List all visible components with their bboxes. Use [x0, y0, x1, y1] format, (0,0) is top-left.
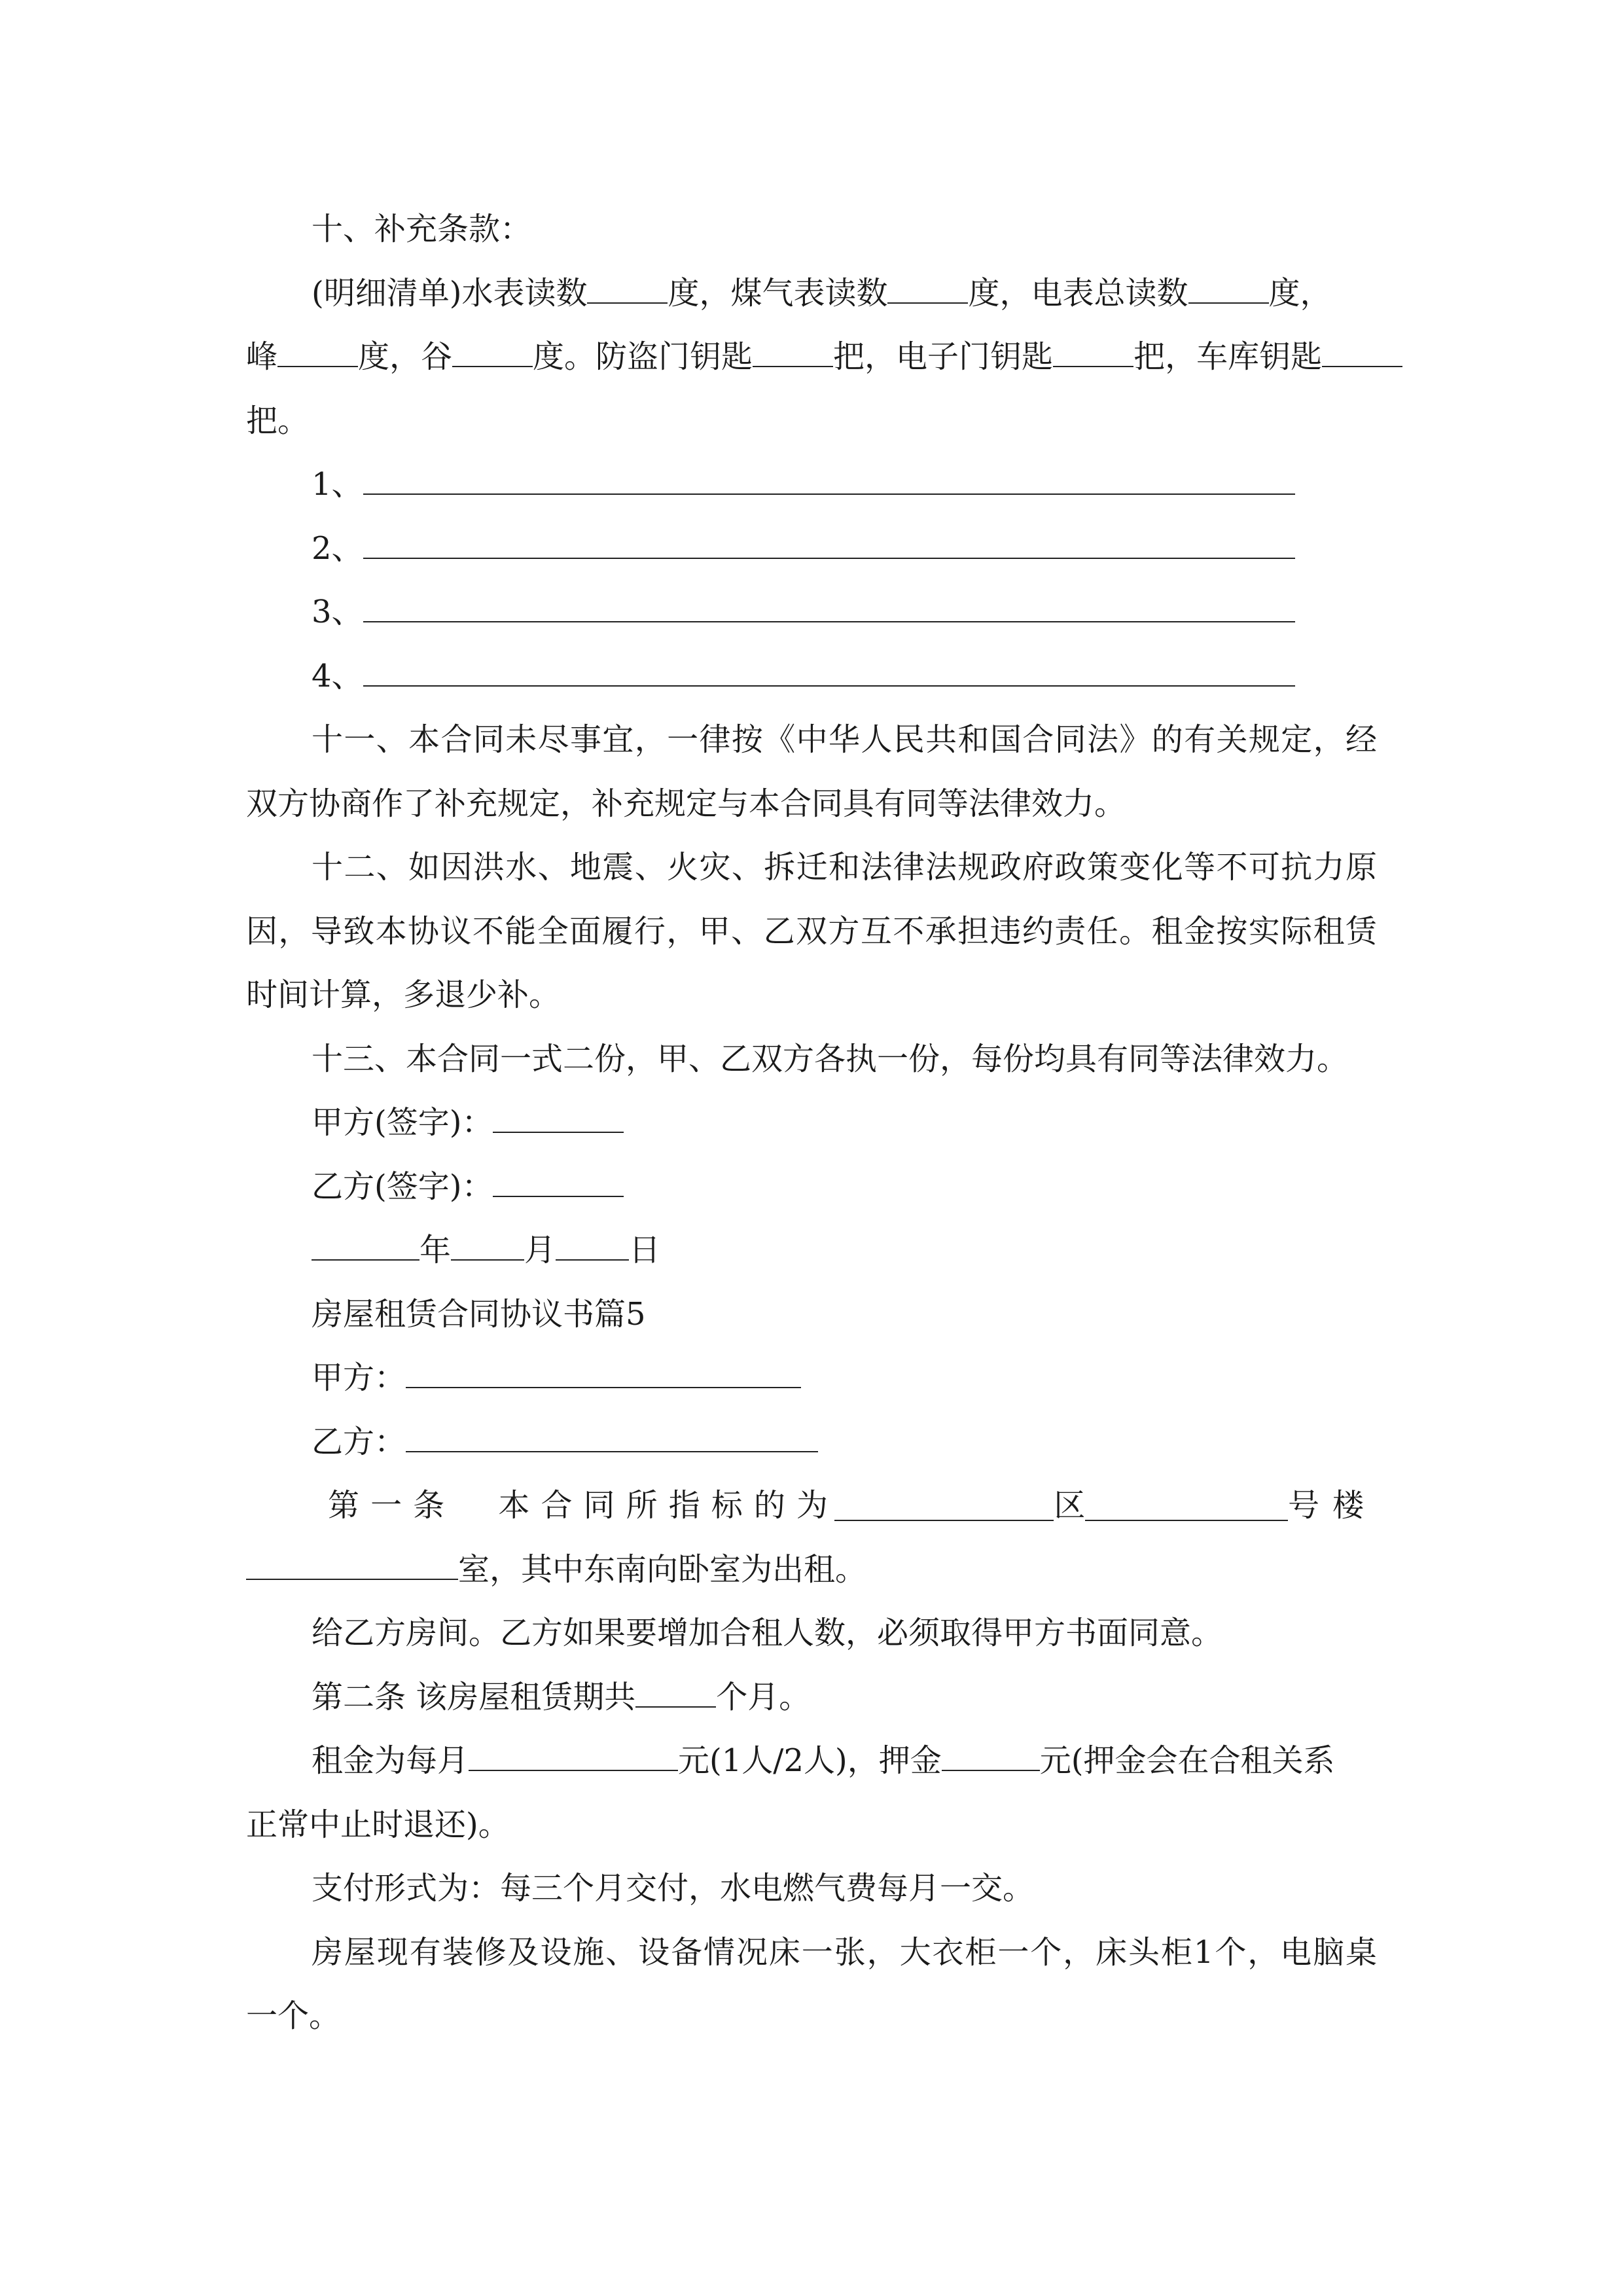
- party-a-signature: [246, 1091, 1377, 1155]
- supplement-item-3: [246, 581, 1377, 645]
- supplement-item-2: [246, 517, 1377, 581]
- signature-field[interactable]: [493, 1176, 624, 1197]
- payment-line: 支付形式为：每三个月交付，水电燃气费每月一交。: [312, 1870, 1035, 1907]
- text: 个月。: [716, 1678, 811, 1715]
- blank-field[interactable]: [277, 346, 358, 367]
- party-a-line: [246, 1346, 1377, 1410]
- text: 度，: [1268, 274, 1332, 312]
- clause-12-line-3: 时间计算，多退少补。: [246, 977, 561, 1013]
- blank-field[interactable]: [363, 538, 1295, 559]
- signature-field[interactable]: [493, 1112, 624, 1133]
- text: 把，车库钥匙: [1133, 338, 1323, 375]
- item-number: 1、: [312, 466, 363, 503]
- article-1-line-3: 给乙方房间。乙方如果要增加合租人数，必须取得甲方书面同意。: [312, 1615, 1223, 1651]
- item-number: 3、: [312, 594, 363, 630]
- text: 度，谷: [358, 338, 453, 375]
- meter-readings-line: [246, 262, 1377, 326]
- document-page: [246, 198, 1377, 2049]
- clause-11-line-2: 双方协商作了补充规定，补充规定与本合同具有同等法律效力。: [246, 785, 1126, 822]
- keys-line: [246, 325, 1377, 389]
- clause-11-line-1: 十一、本合同未尽事宜，一律按《中华人民共和国合同法》的有关规定，经: [312, 721, 1377, 758]
- month-field[interactable]: [451, 1240, 524, 1261]
- label: 乙方(签字)：: [312, 1168, 493, 1205]
- building-field[interactable]: [1085, 1474, 1288, 1521]
- text: 把，电子门钥匙: [833, 338, 1054, 375]
- district-field[interactable]: [834, 1474, 1054, 1521]
- text: 租金为每月: [312, 1742, 469, 1779]
- text: 度。防盗门钥匙: [533, 338, 753, 375]
- rent-line: [246, 1729, 1377, 1793]
- blank-field[interactable]: [452, 346, 533, 367]
- text: 峰: [246, 338, 278, 375]
- item-number: 2、: [312, 529, 363, 567]
- party-b-signature: [246, 1155, 1377, 1219]
- text: 元(押金会在合租关系: [1039, 1742, 1335, 1779]
- label: 年: [419, 1232, 452, 1268]
- supplement-item-4: [246, 645, 1377, 709]
- party-a-field[interactable]: [406, 1367, 801, 1388]
- date-line: [246, 1219, 1377, 1283]
- blank-field[interactable]: [1322, 346, 1402, 367]
- party-b-line: [246, 1410, 1377, 1475]
- text: 第二条 该房屋租赁期共: [312, 1678, 636, 1715]
- blank-field[interactable]: [363, 474, 1295, 495]
- text: 元(1人/2人)，押金: [678, 1742, 942, 1779]
- facilities-line-1: 房屋现有装修及设施、设备情况床一张，大衣柜一个，床头柜1个，电脑桌: [312, 1933, 1377, 1971]
- facilities-line-2: 一个。: [246, 1998, 341, 2034]
- item-number: 4、: [312, 657, 363, 694]
- year-field[interactable]: [312, 1240, 419, 1261]
- room-field[interactable]: [246, 1559, 458, 1580]
- blank-field[interactable]: [887, 283, 968, 304]
- rent-line-2: 正常中止时退还)。: [246, 1806, 510, 1843]
- label: 甲方：: [312, 1359, 406, 1396]
- blank-field[interactable]: [1188, 283, 1269, 304]
- clause-12-line-1: 十二、如因洪水、地震、火灾、拆迁和法律法规政府政策变化等不可抗力原: [312, 849, 1377, 886]
- clause-12-line-2: 因，导致本协议不能全面履行，甲、乙双方互不承担违约责任。租金按实际租赁: [246, 912, 1377, 950]
- label: 日: [629, 1232, 661, 1268]
- rent-field[interactable]: [469, 1750, 678, 1771]
- text: 号楼: [1287, 1487, 1377, 1524]
- text: 度，电表总读数: [968, 274, 1188, 312]
- deposit-field[interactable]: [942, 1750, 1040, 1771]
- blank-field[interactable]: [587, 283, 668, 304]
- label: 乙方：: [312, 1423, 406, 1460]
- supplement-item-1: [246, 453, 1377, 517]
- text: 第一条 本合同所指标的为: [328, 1487, 834, 1524]
- keys-line-end: 把。: [246, 402, 310, 439]
- article-1-line: [246, 1474, 1377, 1538]
- article-2-line: [246, 1666, 1377, 1730]
- clause-10-title: 十、补充条款：: [312, 211, 532, 247]
- blank-field[interactable]: [363, 601, 1295, 622]
- blank-field[interactable]: [1053, 346, 1133, 367]
- text: 室，其中东南向卧室为出租。: [458, 1551, 867, 1588]
- text: (明细清单)水表读数: [312, 274, 588, 312]
- section-title: 房屋租赁合同协议书篇5: [312, 1295, 646, 1333]
- months-field[interactable]: [635, 1687, 716, 1708]
- party-b-field[interactable]: [406, 1431, 818, 1452]
- day-field[interactable]: [556, 1240, 629, 1261]
- text: 区: [1054, 1487, 1086, 1524]
- text: 度，煤气表读数: [668, 274, 888, 312]
- label: 月: [524, 1232, 556, 1268]
- label: 甲方(签字)：: [312, 1104, 493, 1141]
- blank-field[interactable]: [363, 666, 1295, 687]
- blank-field[interactable]: [753, 346, 833, 367]
- article-1-line-2: [246, 1538, 1377, 1602]
- clause-13: 十三、本合同一式二份，甲、乙双方各执一份，每份均具有同等法律效力。: [312, 1040, 1349, 1077]
